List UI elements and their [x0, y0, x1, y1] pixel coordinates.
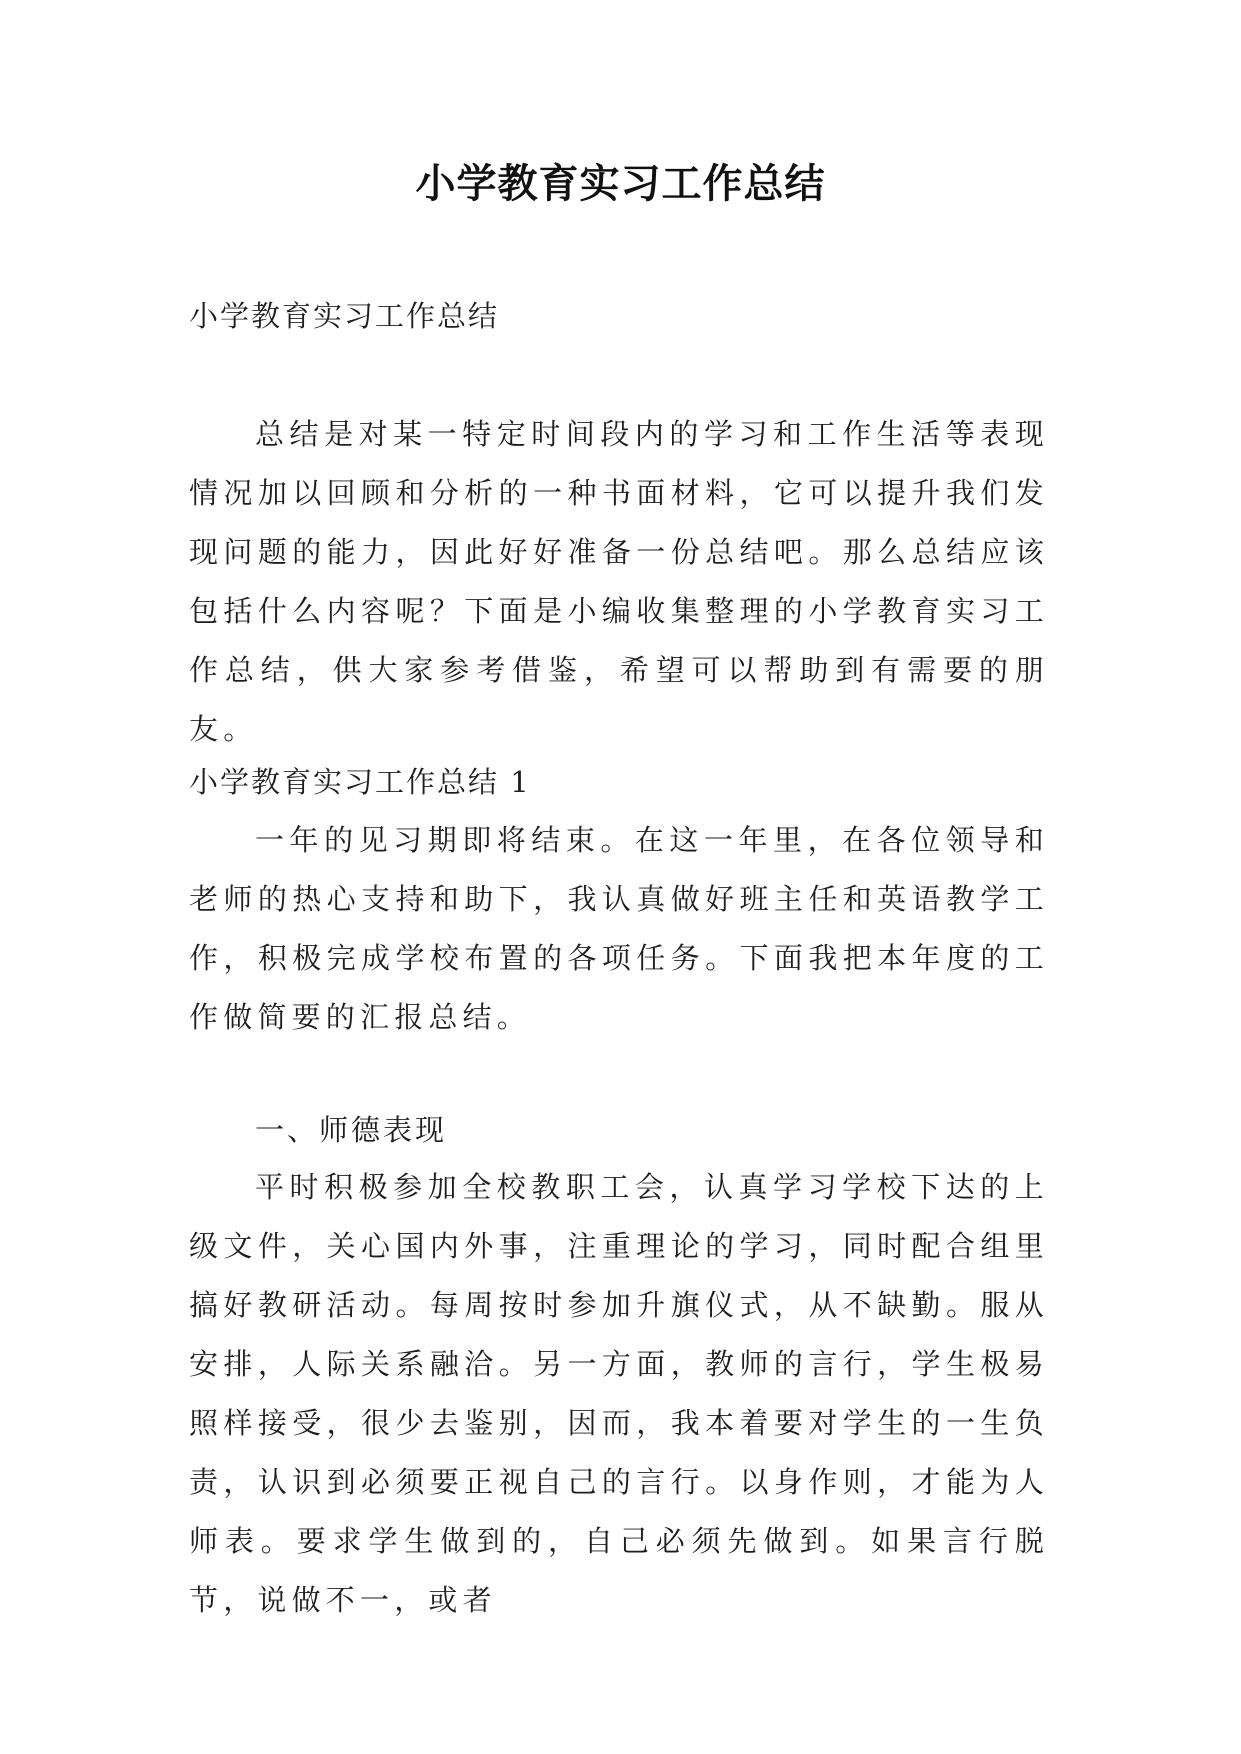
part-paragraph: 平时积极参加全校教职工会，认真学习学校下达的上级文件，关心国内外事，注重理论的学习，同时配合组里搞好教研活动。每周按时参加升旗仪式，从不缺勤。服从安排，人际关系融洽。另一方面，教师的言行，学生极易照样接受，很少去鉴别，因而，我本着要对学生的一生负责，认识到必须要正视自己的言行。以身作则，才能为人师表。要求学生做到的，自己必须先做到。如果言行脱节，说做不一，或者: [189, 1170, 1049, 1617]
part-heading: 一、师德表现: [255, 1113, 448, 1147]
document-subtitle: 小学教育实习工作总结: [189, 299, 500, 333]
section-paragraph: 一年的见习期即将结束。在这一年里，在各位领导和老师的热心支持和助下，我认真做好班主任和英语教学工作，积极完成学校布置的各项任务。下面我把本年度的工作做简要的汇报总结。: [189, 823, 1049, 1034]
intro-paragraph: 总结是对某一特定时间段内的学习和工作生活等表现情况加以回顾和分析的一种书面材料，它可以提升我们发现问题的能力，因此好好准备一份总结吧。那么总结应该包括什么内容呢？下面是小编收集整理的小学教育实习工作总结，供大家参考借鉴，希望可以帮助到有需要的朋友。: [189, 417, 1049, 746]
section-heading: 小学教育实习工作总结 1: [189, 765, 531, 799]
document-title: 小学教育实习工作总结: [415, 161, 826, 207]
